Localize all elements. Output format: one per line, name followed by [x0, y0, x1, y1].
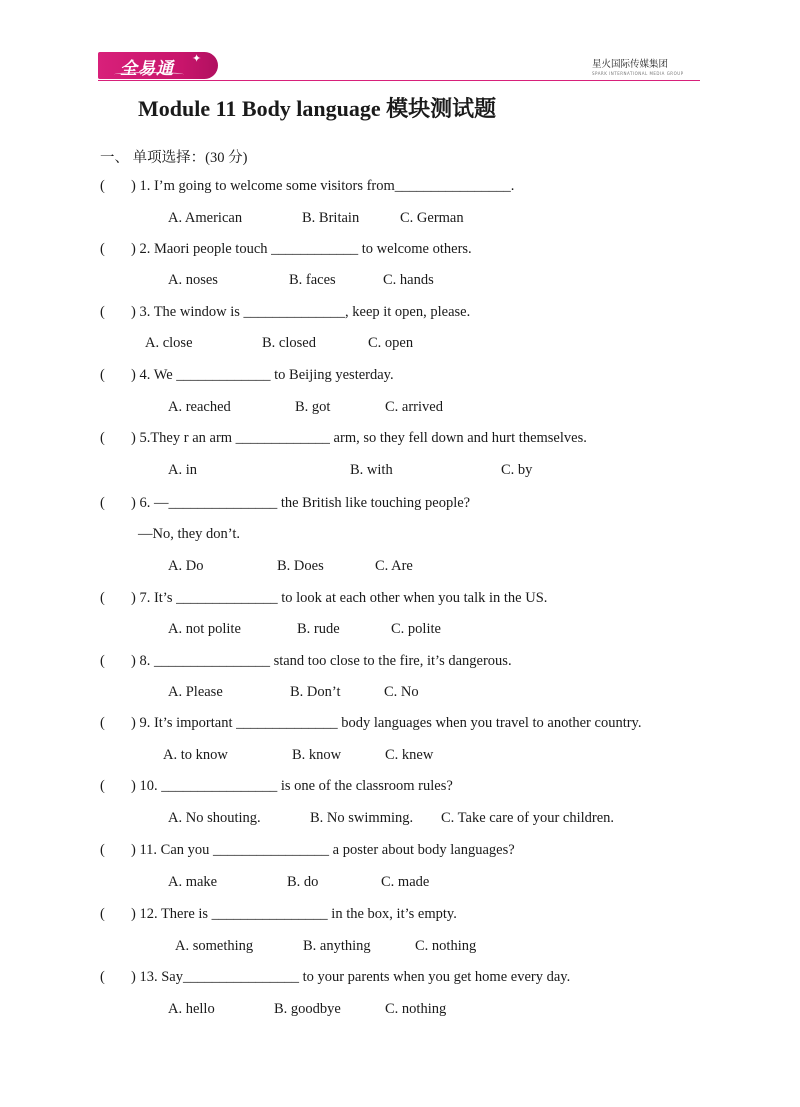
option-a: A. something — [175, 938, 254, 954]
sparkle-icon: ✦ — [192, 53, 202, 65]
option-c: C. made — [381, 874, 430, 890]
option-b: B. know — [292, 747, 342, 763]
option-a: A. in — [168, 462, 197, 478]
question-stem: ) 5.They r an arm _____________ arm, so they fell down and hurt themselves. — [131, 430, 587, 446]
option-c: C. knew — [385, 747, 434, 763]
option-c: C. open — [368, 335, 414, 351]
option-b: B. got — [295, 399, 331, 415]
option-c: C. nothing — [415, 938, 477, 954]
answer-paren: ( — [100, 430, 105, 446]
question-stem: ) 4. We _____________ to Beijing yesterday. — [131, 367, 394, 383]
option-a: A. noses — [168, 272, 218, 288]
option-a: A. close — [145, 335, 193, 351]
option-b: B. Does — [277, 558, 324, 574]
question-stem: ) 10. ________________ is one of the classroom rules? — [131, 778, 453, 794]
question-stem: ) 7. It’s ______________ to look at each other when you talk in the US. — [131, 590, 548, 606]
option-b: B. faces — [289, 272, 336, 288]
question-stem: ) 3. The window is ______________, keep it open, please. — [131, 304, 471, 320]
option-a: A. make — [168, 874, 218, 890]
option-b: B. No swimming. — [310, 810, 414, 826]
answer-paren: ( — [100, 969, 105, 985]
question-stem: ) 6. —_______________ the British like touching people? — [131, 495, 471, 511]
option-a: A. Please — [168, 684, 223, 700]
answer-paren: ( — [100, 653, 105, 669]
answer-paren: ( — [100, 590, 105, 606]
question-stem: ) 9. It’s important ______________ body languages when you travel to another country. — [131, 715, 642, 731]
option-a: A. not polite — [168, 621, 241, 637]
option-b: B. Don’t — [290, 684, 341, 700]
option-a: A. reached — [168, 399, 231, 415]
option-c: C. Take care of your children. — [441, 810, 615, 826]
question-stem: ) 1. I’m going to welcome some visitors from________________. — [131, 178, 515, 194]
answer-paren: ( — [100, 778, 105, 794]
option-a: A. hello — [168, 1001, 215, 1017]
question-stem: ) 12. There is ________________ in the box, it’s empty. — [131, 906, 457, 922]
answer-paren: ( — [100, 495, 105, 511]
option-a: A. American — [168, 210, 243, 226]
question-6-response: —No, they don’t. — [138, 526, 241, 542]
option-b: B. goodbye — [274, 1001, 341, 1017]
brand-logo-text: 全易通 — [120, 59, 174, 79]
answer-paren: ( — [100, 715, 105, 731]
option-c: C. No — [384, 684, 419, 700]
option-c: C. nothing — [385, 1001, 447, 1017]
option-a: A. Do — [168, 558, 204, 574]
publisher-name: 星火国际传媒集团 — [592, 59, 669, 70]
header-divider — [98, 80, 700, 81]
publisher-subtitle: SPARK INTERNATIONAL MEDIA GROUP — [592, 71, 684, 76]
option-b: B. with — [350, 462, 393, 478]
option-b: B. closed — [262, 335, 316, 351]
answer-paren: ( — [100, 241, 105, 257]
option-b: B. anything — [303, 938, 371, 954]
option-b: B. rude — [297, 621, 340, 637]
option-c: C. German — [400, 210, 464, 226]
option-b: B. Britain — [302, 210, 360, 226]
option-c: C. Are — [375, 558, 413, 574]
option-b: B. do — [287, 874, 319, 890]
option-a: A. No shouting. — [168, 810, 261, 826]
page-title: Module 11 Body language 模块测试题 — [138, 96, 497, 121]
question-stem: ) 2. Maori people touch ____________ to welcome others. — [131, 241, 472, 257]
answer-paren: ( — [100, 304, 105, 320]
option-c: C. polite — [391, 621, 441, 637]
question-stem: ) 8. ________________ stand too close to the fire, it’s dangerous. — [131, 653, 512, 669]
section-heading: 一、 单项选择：(30 分) — [100, 150, 248, 166]
answer-paren: ( — [100, 367, 105, 383]
answer-paren: ( — [100, 842, 105, 858]
answer-paren: ( — [100, 906, 105, 922]
question-stem: ) 13. Say________________ to your parents when you get home every day. — [131, 969, 571, 985]
option-c: C. by — [501, 462, 533, 478]
option-a: A. to know — [163, 747, 228, 763]
answer-paren: ( — [100, 178, 105, 194]
option-c: C. hands — [383, 272, 434, 288]
swoosh-icon — [114, 72, 184, 77]
option-c: C. arrived — [385, 399, 443, 415]
question-stem: ) 11. Can you ________________ a poster about body languages? — [131, 842, 515, 858]
publisher-block — [592, 56, 702, 76]
brand-logo — [98, 52, 218, 79]
